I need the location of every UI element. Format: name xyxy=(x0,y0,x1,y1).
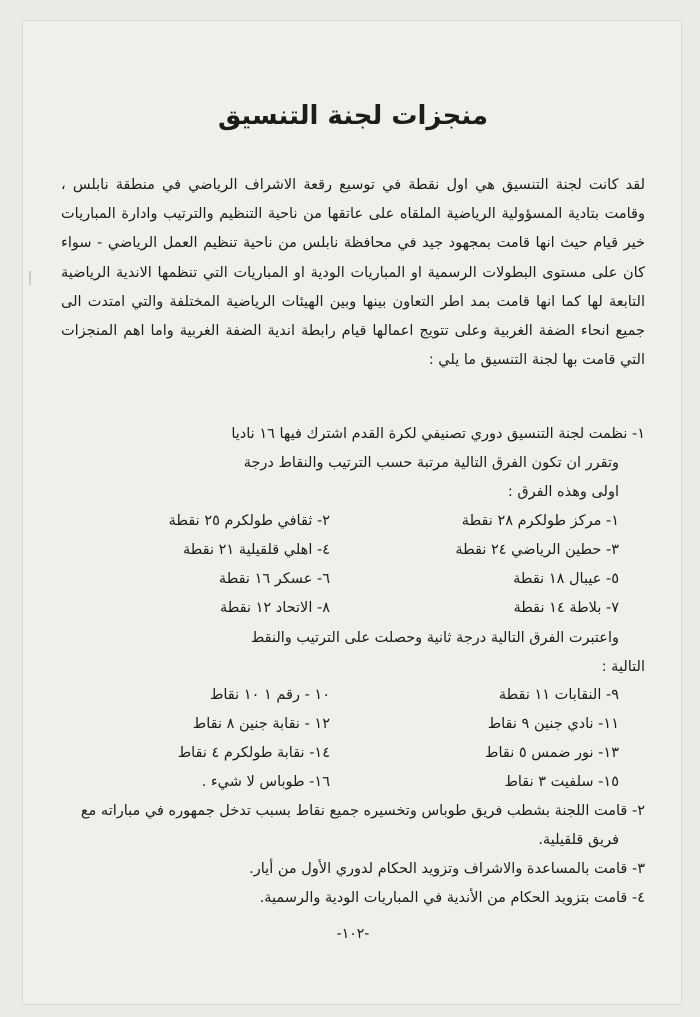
item-1-cont-1: وتقرر ان تكون الفرق التالية مرتبة حسب الترتيب والنقاط درجة xyxy=(243,455,619,471)
team-entry: ١٠ - رقم ١ ١٠ نقاط xyxy=(209,687,330,703)
team-entry: ٥- عيبال ١٨ نقطة xyxy=(513,571,619,587)
team-entry: ١٤- نقابة طولكرم ٤ نقاط xyxy=(177,745,330,761)
item-3: ٣- قامت بالمساعدة والاشراف وتزويد الحكام لدوري الأول من أيار. xyxy=(249,861,645,877)
team-entry: ٣- حطين الرياضي ٢٤ نقطة xyxy=(455,542,619,558)
second-division-intro xyxy=(61,624,645,682)
page-title: منجزات لجنة التنسيق xyxy=(217,101,489,131)
team-entry: ٩- النقابات ١١ نقطة xyxy=(498,687,619,703)
team-entry: ٨- الاتحاد ١٢ نقطة xyxy=(219,600,330,616)
team-entry: ٢- ثقافي طولكرم ٢٥ نقطة xyxy=(168,513,330,529)
second-intro-line-1: واعتبرت الفرق التالية درجة ثانية وحصلت على الترتيب والنقط xyxy=(250,630,619,646)
item-1 xyxy=(61,420,645,507)
team-entry: ١٣- نور ضمس ٥ نقاط xyxy=(485,745,619,761)
team-entry: ٧- بلاطة ١٤ نقطة xyxy=(513,600,619,616)
item-1-text: ١- نظمت لجنة التنسيق دوري تصنيفي لكرة القدم اشترك فيها ١٦ ناديا xyxy=(231,426,645,442)
team-entry: ٦- عسكر ١٦ نقطة xyxy=(218,571,330,587)
page-number: -١٠٢- xyxy=(336,926,370,942)
document-page xyxy=(22,20,682,1005)
team-entry: ١٥- سلفيت ٣ نقاط xyxy=(504,774,619,790)
second-division-table xyxy=(61,681,645,797)
team-entry: ١٢ - نقابة جنين ٨ نقاط xyxy=(192,716,330,732)
item-1-cont-2: اولى وهذه الفرق : xyxy=(507,484,619,500)
intro-paragraph: لقد كانت لجنة التنسيق هي اول نقطة في توسيع رقعة الاشراف الرياضي في منطقة نابلس ، وقامت بتادية المسؤولية الرياضية الملقاه على عاتقها من ناحية التنظيم والترتيب وادارة المباريات خير قيام حيث انها قامت بمجهود جيد في محافظة نابلس من ناحية تنظيم العمل الرياضي - سواء كان على مستوى البطولات الرسمية او المباريات الودية او المباريات التي تنظمها الاندية الرياضية التابعة لها كما انها قامت بمد اطر التعاون بينها وبين الهيئات الرياضية المختلفة والتي امتدت الى جميع انحاء الضفة الغربية وعلى تتويج اعمالها قيام رابطة اندية الضفة الغربية واما اهم المنجزات التي قامت بها لجنة التنسيق ما يلي : xyxy=(61,177,645,369)
margin-mark xyxy=(29,271,31,285)
item-2: ٢- قامت اللجنة بشطب فريق طوباس وتخسيره جميع نقاط بسبب تدخل جمهوره في مباراته مع فريق قلقيلية. xyxy=(80,803,645,848)
item-4: ٤- قامت بتزويد الحكام من الأندية في المباريات الودية والرسمية. xyxy=(259,890,645,906)
team-entry: ٤- اهلي قلقيلية ٢١ نقطة xyxy=(182,542,330,558)
team-entry: ١- مركز طولكرم ٢٨ نقطة xyxy=(461,513,619,529)
team-entry: ١١- نادي جنين ٩ نقاط xyxy=(487,716,619,732)
team-entry: ١٦- طوباس لا شيء . xyxy=(201,774,330,790)
second-intro-line-2: التالية : xyxy=(601,659,645,675)
first-division-table xyxy=(61,507,645,623)
